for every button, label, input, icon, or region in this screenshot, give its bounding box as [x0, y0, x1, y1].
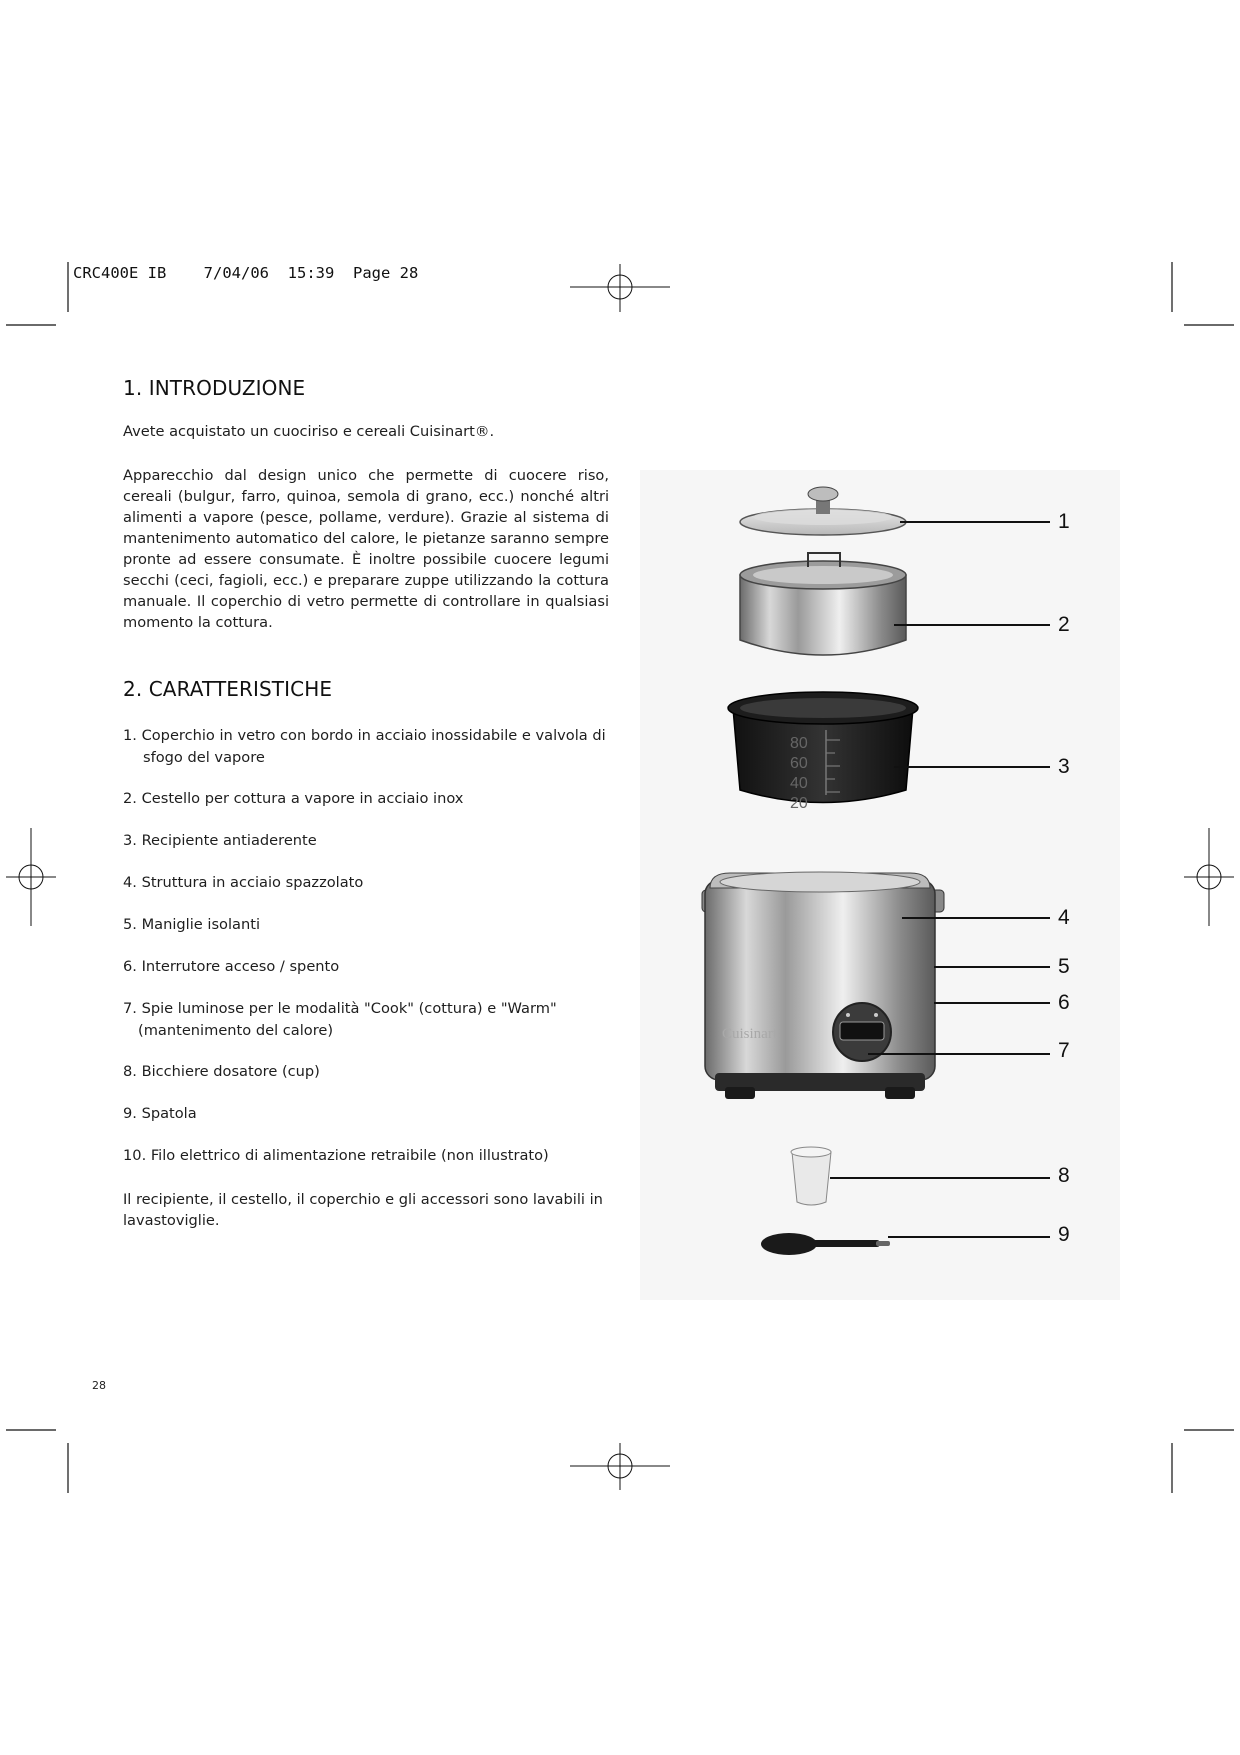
feature-item-1-text: 1. Coperchio in vetro con bordo in acciaio inossidabile e valvola di	[123, 727, 606, 744]
callout-2: 2	[1058, 613, 1070, 636]
feature-item-7	[123, 998, 623, 1042]
intro-heading: 1. INTRODUZIONE	[123, 376, 306, 400]
feature-item-8	[123, 1061, 623, 1083]
steamer-basket	[740, 553, 906, 655]
scale-mark-60: 60	[790, 755, 808, 772]
callout-9: 9	[1058, 1223, 1070, 1246]
slug-time: 15:39	[287, 264, 335, 282]
intro-body: Apparecchio dal design unico che permette di cuocere riso, cereali (bulgur, farro, quinoa, semola di grano, ecc.) nonché altri alimenti a vapore (pesce, pollame, verdure). Grazie al sistema di mantenimento automatico del calore, le pietanze saranno sempre pronte ad essere consumate. È inoltre possibile cuocere legumi secchi (ceci, fagioli, ecc.) e preparare zuppe utilizzando la cottura manuale. Il coperchio di vetro permette di controllare in qualsiasi momento la cottura.	[123, 467, 609, 631]
feature-item-1-cont: sfogo del vapore	[143, 749, 265, 766]
feature-item-2-text: 2. Cestello per cottura a vapore in acciaio inox	[123, 790, 464, 807]
feature-item-6	[123, 956, 623, 978]
feature-item-6-text: 6. Interrutore acceso / spento	[123, 958, 340, 975]
features-heading: 2. CARATTERISTICHE	[123, 677, 333, 701]
feature-item-2	[123, 788, 623, 810]
cooker-housing	[702, 870, 944, 1099]
feature-item-10-text: 10. Filo elettrico di alimentazione retraibile (non illustrato)	[123, 1147, 549, 1164]
callout-8: 8	[1058, 1164, 1070, 1187]
scale-mark-80: 80	[790, 735, 808, 752]
scale-mark-40: 40	[790, 775, 808, 792]
power-switch	[840, 1022, 884, 1040]
dishwasher-note: Il recipiente, il cestello, il coperchio e gli accessori sono lavabili in lavastoviglie.	[123, 1191, 603, 1229]
product-illustration	[640, 470, 1120, 1300]
slug-date: 7/04/06	[203, 264, 269, 282]
feature-item-7-text: 7. Spie luminose per le modalità "Cook" (cottura) e "Warm"	[123, 1000, 557, 1017]
feature-item-5-text: 5. Maniglie isolanti	[123, 916, 261, 933]
page-number: 28	[92, 1379, 106, 1392]
callout-5: 5	[1058, 955, 1070, 978]
warm-light	[874, 1013, 878, 1017]
feature-item-4-text: 4. Struttura in acciaio spazzolato	[123, 874, 364, 891]
feature-item-3	[123, 830, 623, 852]
scale-mark-20: 20	[790, 795, 808, 812]
slug-page: Page 28	[353, 264, 419, 282]
intro-lead: Avete acquistato un cuociriso e cereali Cuisinart®.	[123, 423, 495, 440]
callout-6: 6	[1058, 991, 1070, 1014]
feature-item-3-text: 3. Recipiente antiaderente	[123, 832, 317, 849]
brand-logo: Cuisinart	[722, 1026, 777, 1042]
feature-item-9-text: 9. Spatola	[123, 1105, 197, 1122]
feature-item-4	[123, 872, 623, 894]
feature-item-9	[123, 1103, 623, 1125]
cook-light	[846, 1013, 850, 1017]
callout-1: 1	[1058, 510, 1070, 533]
callout-4: 4	[1058, 906, 1070, 929]
callout-3: 3	[1058, 755, 1070, 778]
feature-item-10	[123, 1145, 623, 1167]
feature-item-7-cont: (mantenimento del calore)	[138, 1022, 334, 1039]
slug-job: CRC400E IB	[73, 264, 167, 282]
product-exploded-view	[640, 470, 1120, 1300]
feature-item-1	[123, 725, 623, 769]
nonstick-bowl	[728, 692, 918, 812]
feature-item-8-text: 8. Bicchiere dosatore (cup)	[123, 1063, 320, 1080]
measuring-cup	[791, 1147, 831, 1205]
feature-item-5	[123, 914, 623, 936]
callout-7: 7	[1058, 1039, 1070, 1062]
